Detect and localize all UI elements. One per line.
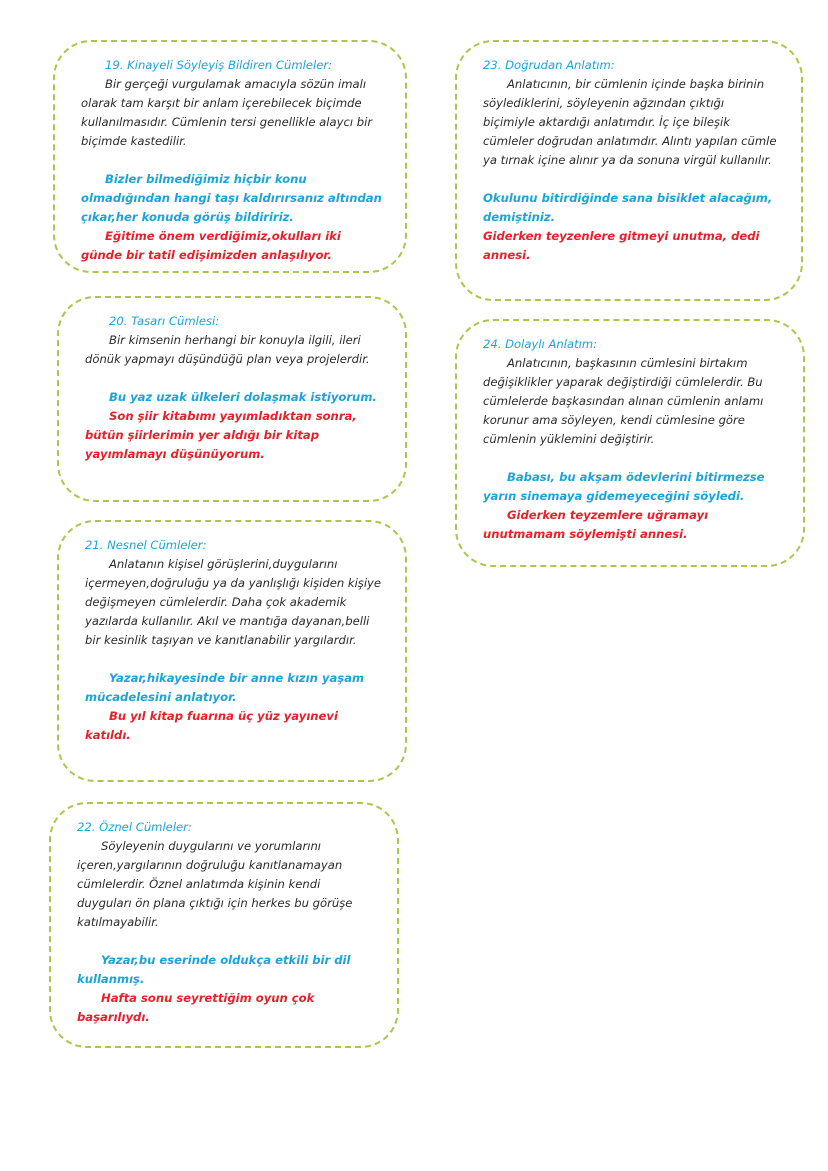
card-dolayli-anlatim bbox=[455, 319, 805, 567]
card-title: 21. Nesnel Cümleler: bbox=[85, 538, 207, 552]
card-example-2: Bu yıl kitap fuarına üç yüz yayınevi katıldı. bbox=[85, 709, 338, 742]
card-example-1: Babası, bu akşam ödevlerini bitirmezse yarın sinemaya gidemeyeceğini söyledi. bbox=[483, 470, 765, 503]
card-description: Söyleyenin duygularını ve yorumlarını içeren,yargılarının doğruluğu kanıtlanamayan cümlelerdir. Öznel anlatımda kişinin kendi duyguları ön plana çıktığı için herkes bu görüşe katılmayabilir. bbox=[77, 839, 353, 929]
card-example-2: Giderken teyzenlere gitmeyi unutma, dedi annesi. bbox=[483, 229, 760, 262]
card-title: 19. Kinayeli Söyleyiş Bildiren Cümleler: bbox=[105, 58, 333, 72]
card-title: 24. Dolaylı Anlatım: bbox=[483, 337, 598, 351]
card-description: Anlatıcının, bir cümlenin içinde başka birinin söylediklerini, söyleyenin ağzından çıktığı biçimiyle aktardığı anlatımdır. İç içe bileşik cümleler doğrudan anlatımdır. Alıntı yapılan cümle ya tırnak içine alınır ya da sonuna virgül kullanılır. bbox=[483, 77, 777, 167]
card-example-2: Eğitime önem verdiğimiz,okulları iki günde bir tatil edişimizden anlaşılıyor. bbox=[81, 229, 341, 262]
card-description: Anlatıcının, başkasının cümlesini birtakım değişiklikler yaparak değiştirdiği cümlelerdir. Bu cümlelerde başkasından alınan cümlenin anlamı korunur ama söyleyen, kendi cümlesine göre cümlenin yüklemini değiştirir. bbox=[483, 356, 764, 446]
card-description: Anlatanın kişisel görüşlerini,duygularını içermeyen,doğruluğu ya da yanlışlığı kişiden kişiye değişmeyen cümlelerdir. Daha çok akademik yazılarda kullanılır. Akıl ve mantığa dayanan,belli bir kesinlik taşıyan ve kanıtlanabilir yargılardır. bbox=[85, 557, 382, 647]
card-description: Bir kimsenin herhangi bir konuyla ilgili, ileri dönük yapmayı düşündüğü plan veya projelerdir. bbox=[85, 333, 370, 366]
card-title: 22. Öznel Cümleler: bbox=[77, 820, 192, 834]
card-title: 23. Doğrudan Anlatım: bbox=[483, 58, 615, 72]
card-example-2: Son şiir kitabımı yayımladıktan sonra, bütün şiirlerimin yer aldığı bir kitap yayımlamayı düşünüyorum. bbox=[85, 409, 357, 461]
card-example-2: Hafta sonu seyrettiğim oyun çok başarılıydı. bbox=[77, 991, 315, 1024]
card-example-1: Bizler bilmediğimiz hiçbir konu olmadığından hangi taşı kaldırırsanız altından çıkar,her konuda görüş bildiririz. bbox=[81, 172, 382, 224]
card-oznel-cumleler bbox=[49, 802, 399, 1048]
card-example-2: Giderken teyzemlere uğramayı unutmamam söylemişti annesi. bbox=[483, 508, 709, 541]
card-example-1: Yazar,hikayesinde bir anne kızın yaşam mücadelesini anlatıyor. bbox=[85, 671, 365, 704]
card-title: 20. Tasarı Cümlesi: bbox=[109, 314, 220, 328]
card-example-1: Yazar,bu eserinde oldukça etkili bir dil kullanmış. bbox=[77, 953, 351, 986]
card-description: Bir gerçeği vurgulamak amacıyla sözün imalı olarak tam karşıt bir anlam içerebilecek biçimde kullanılmasıdır. Cümlenin tersi genellikle alaycı bir biçimde kastedilir. bbox=[81, 77, 373, 148]
card-nesnel-cumleler bbox=[57, 520, 407, 782]
card-dogrudan-anlatim bbox=[455, 40, 803, 301]
card-example-1: Okulunu bitirdiğinde sana bisiklet alacağım, demiştiniz. bbox=[483, 191, 773, 224]
card-tasari-cumlesi bbox=[57, 296, 407, 502]
card-kinayeli-soyleyis bbox=[53, 40, 407, 273]
card-example-1: Bu yaz uzak ülkeleri dolaşmak istiyorum. bbox=[109, 390, 377, 404]
